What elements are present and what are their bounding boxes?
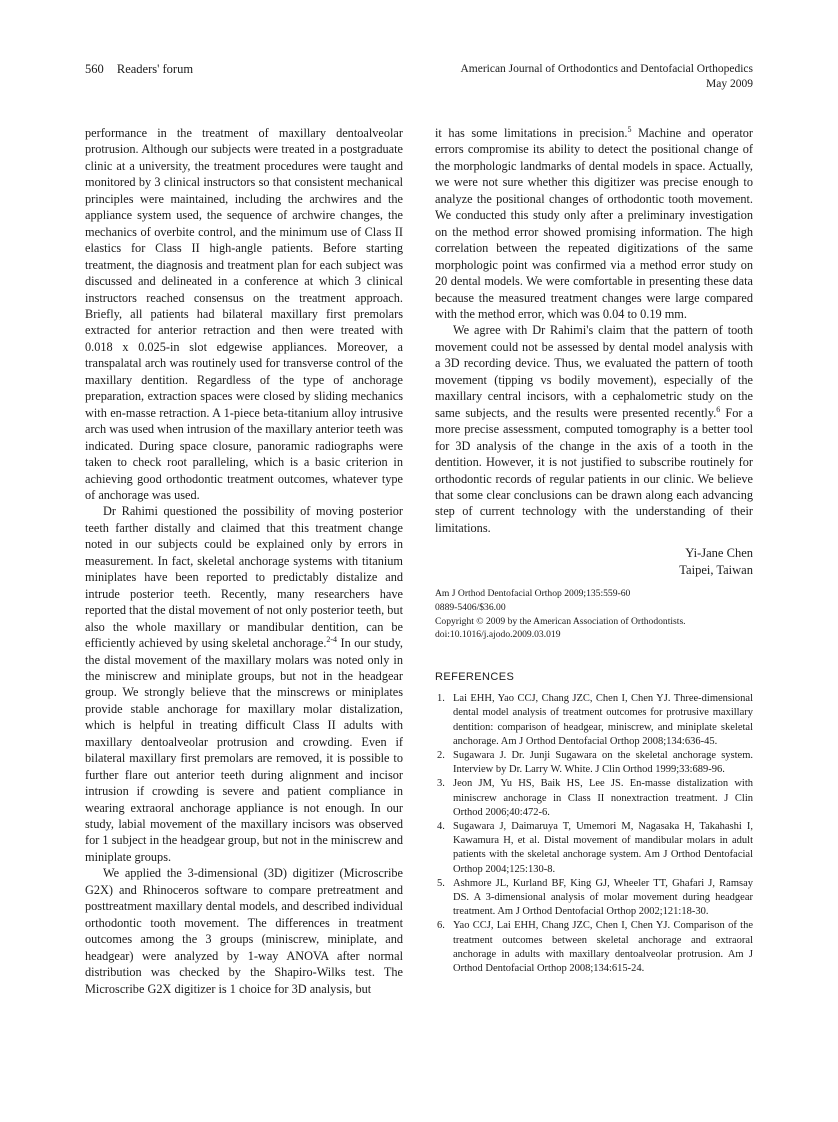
copyright-line: Copyright © 2009 by the American Association of Orthodontists. [435, 615, 686, 627]
running-head-left [85, 62, 193, 77]
reference-number: 5. [437, 877, 445, 889]
journal-reference: Am J Orthod Dentofacial Orthop 2009;135:559-60 [435, 588, 631, 600]
reference-text: Sugawara J, Daimaruya T, Umemori M, Nagasaka H, Takahashi I, Kawamura H, et al. Distal movement of mandibular molars in adult patients with the skeletal anchorage system. Am J Orthod Dentofacial Orthop 2004;125:130-8. [453, 820, 753, 875]
reference-item [435, 749, 753, 777]
reference-text: Sugawara J. Dr. Junji Sugawara on the skeletal anchorage system. Interview by Dr. Larry W. White. J Clin Orthod 1999;33:689-96. [453, 749, 753, 776]
body-paragraph: performance in the treatment of maxillary dentoalveolar protrusion. Although our subjects were treated in a postgraduate clinic at a university, the treatment procedures were taught and monitored by 3 clinical instructors so that consistent mechanical principles were maintained, including the archwires and the appliance system used, the sequence of archwire changes, the mechanics of overbite control, and the minimum use of Class II elastics for Class II high-angle patients. Before starting treatment, the diagnosis and treatment plan for each subject was discussed and delineated in a conference at which 3 clinical instructors reached consensus on the treatment approach. Briefly, all patients had bilateral maxillary first premolars extracted for anterior retraction and then were treated with 0.018 x 0.025-in slot edgewise appliances. Moreover, a transpalatal arch was routinely used for transverse control of the maxillary dentition. Regardless of the type of anchorage preparation, extraction spaces were closed by sliding mechanics with en-masse retraction. A 1-piece beta-titanium alloy intrusive arch was used when intrusion of the maxillary anterior teeth was indicated. During space closure, panoramic radiographs were taken to check root paralleling, which is a basic criterion in achieving good orthodontic treatment outcomes, whatever type of anchorage was used. [85, 126, 403, 502]
reference-number: 4. [437, 820, 445, 832]
reference-text: Jeon JM, Yu HS, Baik HS, Lee JS. En-masse distalization with miniscrew anchorage in Class II nonextraction treatment. J Clin Orthod 2006;40:472-6. [453, 778, 753, 818]
body-paragraph: We applied the 3-dimensional (3D) digitizer (Microscribe G2X) and Rhinoceros software to compare pretreatment and posttreatment maxillary dental models, and described individual orthodontic tooth movement. The differences in treatment outcomes among the 3 groups (miniscrew, miniplate, and headgear) were analyzed by 1-way ANOVA after normal distribution was checked by the Shapiro-Wilks test. The Microscribe G2X digitizer is 1 choice for 3D analysis, but [85, 866, 403, 996]
text-run: Dr Rahimi questioned the possibility of moving posterior teeth farther distally and claimed that this treatment change noted in our subjects could be explained only by errors in measurement. In fact, skeletal anchorage systems with titanium miniplates have been reported to predictably distalize and intrude posterior teeth. Recently, many researchers have reported that the distal movement of not only posterior teeth, but also the whole maxillary or mandibular dentition, can be efficiently achieved by using skeletal anchorage. [85, 504, 403, 651]
text-run: it has some limitations in precision. [435, 126, 628, 140]
body-paragraph [435, 125, 753, 322]
journal-title: American Journal of Orthodontics and Dentofacial Orthopedics [460, 63, 753, 75]
reference-item [435, 877, 753, 920]
reference-item [435, 820, 753, 877]
text-run: We agree with Dr Rahimi's claim that the pattern of tooth movement could not be assessed by dental model analysis with a 3D recording device. Thus, we evaluated the pattern of tooth movement (tipping vs bodily movement), especially of the maxillary central incisors, with a cephalometric study on the same subjects, and the results were presented recently. [435, 323, 753, 420]
references-list [435, 692, 753, 976]
text-run: In our study, the distal movement of the maxillary molars was noted only in the miniscrew and miniplate groups, but not in the headgear group. We strongly believe that the minscrews or miniplates provide stable anchorage for maxillary molar distalization, which is helpful in treating difficult Class II adults with maxillary dentoalveolar protrusion and crowding. Even if bilateral maxillary first premolars are removed, it is possible to further flare out anterior teeth during alignment and incisor intrusion if crowding is severe and patient compliance in wearing extraoral anchorage appliance is not enough. In our study, labial movement of the maxillary incisors was observed for 1 subject in the headgear group, but not in the miniscrew and miniplate groups. [85, 636, 403, 864]
reference-number: 2. [437, 749, 445, 761]
reference-number: 1. [437, 693, 445, 705]
right-column [435, 125, 753, 976]
citation-superscript: 6 [716, 404, 721, 414]
reference-text: Lai EHH, Yao CCJ, Chang JZC, Chen I, Chen YJ. Three-dimensional dental model analysis of treatment outcomes for protrusive maxillary dentition: comparison of headgear, miniscrew, and miniplate skeletal anchorage. Am J Orthod Dentofacial Orthop 2008;134:636-45. [453, 693, 753, 747]
body-paragraph [85, 503, 403, 865]
citation-block [435, 587, 753, 641]
doi-link[interactable]: doi:10.1016/j.ajodo.2009.03.019 [435, 629, 561, 641]
author-name: Yi-Jane Chen [685, 546, 753, 561]
left-column [85, 125, 403, 997]
citation-superscript: 5 [627, 125, 632, 134]
reference-number: 3. [437, 778, 445, 790]
citation-superscript: 2-4 [326, 635, 338, 645]
page-number: 560 [85, 62, 104, 76]
text-run: Machine and operator errors compromise its ability to detect the positional change of the morphologic landmarks of dental models in space. Actually, we were not sure whether this digitizer was precise enough to analyze the positional changes of orthodontic tooth movement. We conducted this study only after a preliminary investigation on the method error showed promising information. The high correlation between the repeated digitizations of the same morphologic point was confirmed via a method error study on 20 dental models. We were comfortable in presenting these data because the measured treatment changes were large compared with the method error, which was 0.04 to 0.19 mm. [435, 126, 753, 321]
reference-item [435, 777, 753, 820]
references-heading: REFERENCES [435, 670, 515, 683]
reference-item [435, 919, 753, 976]
issn-price: 0889-5406/$36.00 [435, 601, 506, 613]
reference-number: 6. [437, 920, 445, 932]
running-head-right [460, 62, 753, 92]
text-run: For a more precise assessment, computed tomography is a better tool for 3D analysis of the change in the axis of a tooth in the dentition. However, it is not justified to subscribe routinely for orthodontic records of regular patients in our clinic. We believe that some clear conclusions can be drawn along each advancing step of current technology with the understanding of their limitations. [435, 405, 753, 535]
issue-date: May 2009 [706, 78, 753, 90]
reference-text: Yao CCJ, Lai EHH, Chang JZC, Chen I, Chen YJ. Comparison of the treatment outcomes between skeletal anchorage and extraoral anchorage in adults with maxillary dentoalveolar protrusion. Am J Orthod Dentofacial Orthop 2008;134:615-24. [453, 920, 753, 975]
reference-item [435, 692, 753, 749]
signature [435, 545, 753, 579]
author-location: Taipei, Taiwan [679, 563, 753, 578]
body-paragraph [435, 322, 753, 536]
section-name: Readers' forum [116, 62, 194, 76]
reference-text: Ashmore JL, Kurland BF, King GJ, Wheeler TT, Ghafari J, Ramsay DS. A 3-dimensional analysis of molar movement during headgear treatment. Am J Orthod Dentofacial Orthop 2002;121:18-30. [453, 877, 753, 918]
